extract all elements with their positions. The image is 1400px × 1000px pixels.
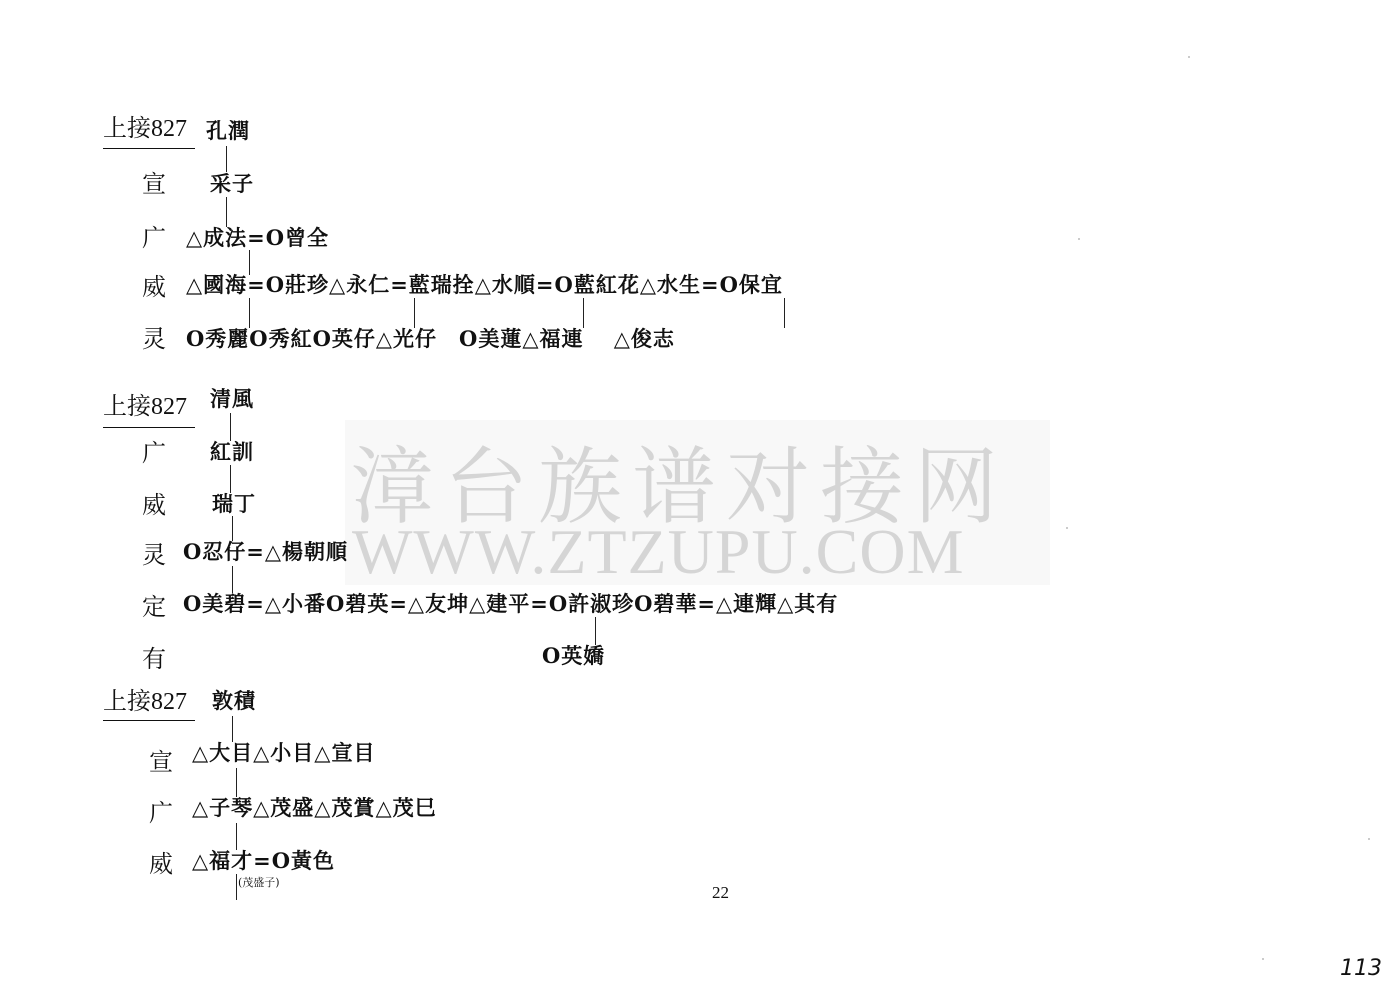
- generation-label: 有: [142, 645, 166, 673]
- tree-connector: [232, 716, 233, 742]
- lineage-row: 瑞丁: [212, 491, 256, 516]
- tree-connector: [232, 516, 233, 541]
- lineage-row: 采子: [210, 171, 254, 196]
- tree-connector: [236, 874, 237, 900]
- scan-speck: [1368, 838, 1370, 840]
- lineage-row: 紅訓: [210, 439, 254, 464]
- section2-ancestor: 清風: [210, 386, 254, 411]
- tree-connector: [226, 197, 227, 227]
- scan-speck: [1066, 527, 1068, 529]
- annotation-note: (茂盛子): [238, 876, 280, 889]
- tree-connector: [226, 146, 227, 172]
- lineage-row: △國海=O莊珍△永仁=藍瑞拴△水順=O藍紅花△水生=O保宜: [186, 272, 783, 297]
- section2-ref: 上接827: [103, 394, 187, 420]
- section1-ref-rule: [103, 148, 195, 149]
- generation-label: 威: [142, 273, 166, 301]
- page-number: 22: [712, 883, 729, 902]
- generation-label: 灵: [142, 541, 166, 569]
- tree-connector: [583, 298, 584, 328]
- lineage-row: O英嬌: [542, 643, 606, 668]
- tree-connector: [230, 465, 231, 493]
- generation-label: 灵: [142, 325, 166, 353]
- generation-label: 广: [149, 799, 173, 827]
- lineage-row: △大目△小目△宣目: [192, 740, 376, 765]
- tree-connector: [249, 250, 250, 275]
- generation-label: 定: [142, 593, 166, 621]
- generation-label: 威: [149, 850, 173, 878]
- scan-speck: [1078, 238, 1080, 240]
- tree-connector: [230, 413, 231, 441]
- generation-label: 广: [142, 224, 166, 252]
- section1-ancestor: 孔潤: [206, 118, 250, 143]
- tree-connector: [784, 298, 785, 328]
- section1-ref: 上接827: [103, 116, 187, 142]
- section3-ancestor: 敦積: [212, 688, 256, 713]
- generation-label: 广: [142, 439, 166, 467]
- tree-connector: [236, 823, 237, 850]
- generation-label: 威: [142, 491, 166, 519]
- scan-speck: [1262, 958, 1264, 960]
- generation-label: 宣: [149, 748, 173, 776]
- scan-speck: [1188, 56, 1190, 58]
- lineage-row: △成法=O曾全: [186, 225, 330, 250]
- tree-connector: [232, 566, 233, 593]
- watermark-chinese: 漳台族谱对接网: [350, 438, 1009, 536]
- tree-connector: [414, 298, 415, 328]
- tree-connector: [236, 768, 237, 797]
- watermark-url: WWW.ZTZUPU.COM: [352, 516, 965, 587]
- lineage-row: △子琴△茂盛△茂賞△茂巳: [192, 795, 437, 820]
- generation-label: 宣: [142, 170, 166, 198]
- handwritten-page-number: 113: [1340, 956, 1382, 981]
- section3-ref: 上接827: [103, 689, 187, 715]
- section3-ref-rule: [103, 720, 195, 721]
- lineage-row: O忍仔=△楊朝順: [183, 539, 349, 564]
- lineage-row: O秀麗O秀紅O英仔△光仔 O美蓮△福連 △俊志: [186, 326, 675, 351]
- tree-connector: [249, 298, 250, 328]
- section2-ref-rule: [103, 427, 195, 428]
- tree-connector: [595, 617, 596, 645]
- lineage-row: △福才=O黃色: [192, 848, 336, 873]
- lineage-row: O美碧=△小番O碧英=△友坤△建平=O許淑珍O碧華=△連輝△其有: [183, 591, 839, 616]
